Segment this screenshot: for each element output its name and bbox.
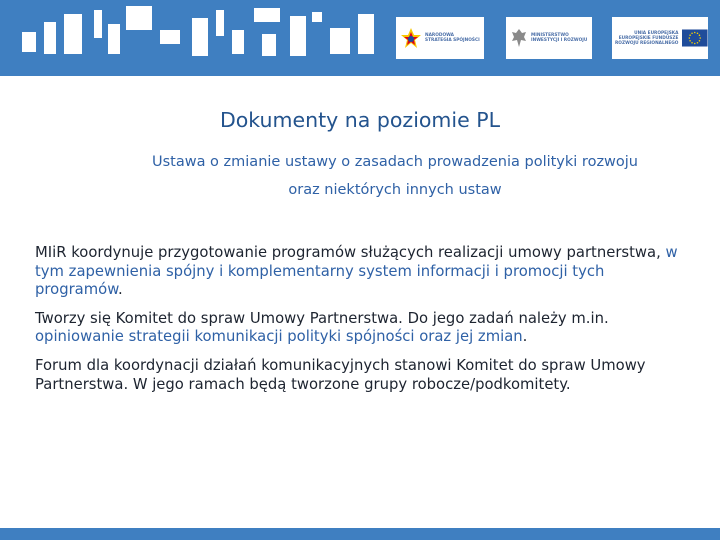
- subtitle-line: Ustawa o zmianie ustawy o zasadach prowadzenia polityki rozwoju: [151, 154, 639, 170]
- decor-shape: [216, 10, 224, 36]
- decor-shape: [22, 32, 36, 52]
- eagle-emblem-icon: [510, 27, 528, 49]
- slide-body: [35, 244, 695, 404]
- paragraph-miir: MIiR koordynuje przygotowanie programów służących realizacji umowy partnerstwa, w tym zapewnienia spójny i komplementarny system informacji i promocji tych programów.: [35, 244, 678, 299]
- header-banner: [0, 0, 720, 76]
- decor-shape: [330, 28, 350, 54]
- star-logo-icon: [400, 27, 422, 49]
- decor-shape: [160, 30, 180, 44]
- slide-subtitle: [70, 148, 720, 204]
- eu-flag-icon: [682, 28, 708, 48]
- highlight-text: w tym zapewnienia spójny i komplementarny system informacji i promocji tych programów: [35, 244, 678, 299]
- paragraph-forum: Forum dla koordynacji działań komunikacyjnych stanowi Komitet do spraw Umowy Partnerstwa. W jego ramach będą tworzone grupy robocze/podkomitety.: [35, 356, 646, 393]
- decor-shape: [192, 18, 208, 56]
- decor-shape: [262, 34, 276, 56]
- ministerstwo-logo: MINISTERSTWO INWESTYCJI I ROZWOJU: [506, 17, 592, 59]
- unia-europejska-logo: UNIA EUROPEJSKA EUROPEJSKIE FUNDUSZE ROZWOJU REGIONALNEGO: [612, 17, 708, 59]
- decor-shape: [108, 24, 120, 54]
- paragraph-komitet: Tworzy się Komitet do spraw Umowy Partnerstwa. Do jego zadań należy m.in. opiniowanie strategii komunikacji polityki spójności oraz jej zmian.: [35, 309, 609, 346]
- decor-shape: [290, 16, 306, 56]
- decor-shape: [232, 30, 244, 54]
- decor-shape: [358, 14, 374, 54]
- decor-shape: [64, 14, 82, 54]
- footer-bar: [0, 528, 720, 540]
- highlight-text: opiniowanie strategii komunikacji polityki spójności oraz jej zmian: [35, 328, 523, 346]
- slide-title: Dokumenty na poziomie PL: [219, 108, 501, 132]
- decor-shape: [312, 12, 322, 22]
- decor-shape: [254, 8, 280, 22]
- decor-shape: [44, 22, 56, 54]
- decor-shape: [126, 6, 152, 30]
- fundusze-europejskie-logo: NARODOWA STRATEGIA SPÓJNOŚCI: [396, 17, 484, 59]
- decor-shape: [94, 10, 102, 38]
- subtitle-line: oraz niektórych innych ustaw: [288, 182, 502, 198]
